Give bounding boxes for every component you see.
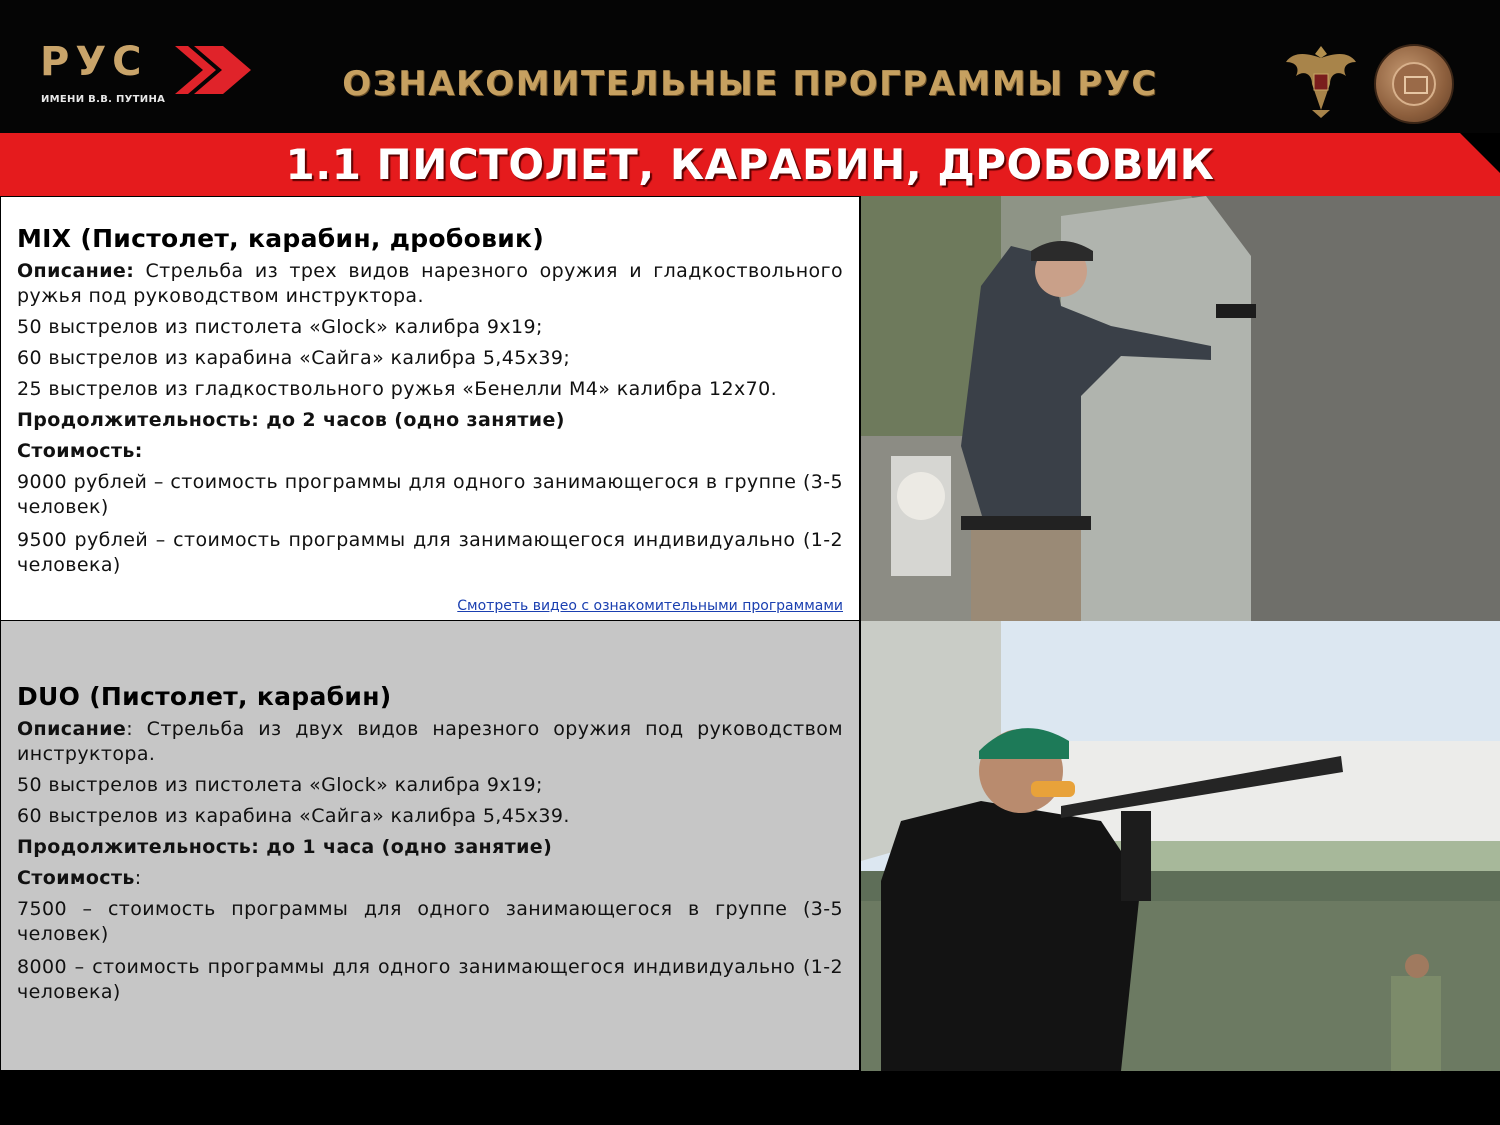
mix-price-group: 9000 рублей – стоимость программы для одного занимающегося в группе (3-5 человек) — [17, 471, 843, 518]
duo-cost-colon: : — [134, 867, 142, 889]
mix-panel — [0, 196, 860, 621]
rus-logo — [38, 39, 253, 108]
video-link[interactable]: Смотреть видео с ознакомительными программами — [457, 598, 843, 614]
mix-title: MIX (Пистолет, карабин, дробовик) — [17, 224, 545, 253]
duo-duration: Продолжительность: до 1 часа (одно занятие) — [17, 836, 553, 858]
logo-subtitle: ИМЕНИ В.В. ПУТИНА — [41, 94, 166, 105]
mix-desc-text: Стрельба из трех видов нарезного оружия и гладкоствольного ружья под руководством инструктора. — [17, 260, 843, 307]
duo-panel — [0, 621, 860, 1071]
duo-price-individual: 8000 – стоимость программы для одного занимающегося индивидуально (1-2 человека) — [17, 956, 843, 1003]
photo-pistol-shooter — [861, 196, 1500, 621]
bronze-medal-icon — [1374, 44, 1454, 124]
duo-price-group: 7500 – стоимость программы для одного занимающегося в группе (3-5 человек) — [17, 898, 843, 945]
logo-text: РУС — [40, 39, 148, 85]
duo-title: DUO (Пистолет, карабин) — [17, 682, 392, 711]
header — [0, 0, 1500, 133]
photo-carbine-shooter — [861, 621, 1500, 1071]
page-title: ОЗНАКОМИТЕЛЬНЫЕ ПРОГРАММЫ РУС — [342, 64, 1158, 104]
duo-description — [17, 717, 843, 767]
duo-line-glock: 50 выстрелов из пистолета «Glock» калибра 9х19; — [17, 774, 543, 796]
mix-duration: Продолжительность: до 2 часов (одно занятие) — [17, 409, 565, 431]
duo-desc-text: : Стрельба из двух видов нарезного оружия под руководством инструктора. — [17, 718, 843, 765]
section-title: 1.1 ПИСТОЛЕТ, КАРАБИН, ДРОБОВИК — [285, 140, 1215, 189]
mix-description — [17, 259, 843, 309]
mix-price-individual: 9500 рублей – стоимость программы для занимающегося индивидуально (1-2 человека) — [17, 529, 843, 576]
mix-line-benelli: 25 выстрелов из гладкоствольного ружья «Бенелли М4» калибра 12х70. — [17, 378, 778, 400]
mix-line-glock: 50 выстрелов из пистолета «Glock» калибра 9х19; — [17, 316, 543, 338]
mix-desc-label: Описание: — [17, 260, 135, 282]
pistol-shooter-image — [861, 196, 1500, 621]
mix-line-saiga: 60 выстрелов из карабина «Сайга» калибра 5,45х39; — [17, 347, 571, 369]
rus-logo-chevron-icon — [171, 42, 253, 98]
mix-cost-label: Стоимость: — [17, 440, 143, 462]
duo-cost — [17, 866, 843, 891]
carbine-shooter-image — [861, 621, 1500, 1071]
bottom-bar — [0, 1071, 1500, 1125]
duo-desc-label: Описание — [17, 718, 127, 740]
russian-eagle-emblem-icon — [1282, 40, 1360, 120]
duo-cost-label: Стоимость — [17, 867, 135, 889]
duo-line-saiga: 60 выстрелов из карабина «Сайга» калибра 5,45х39. — [17, 805, 570, 827]
